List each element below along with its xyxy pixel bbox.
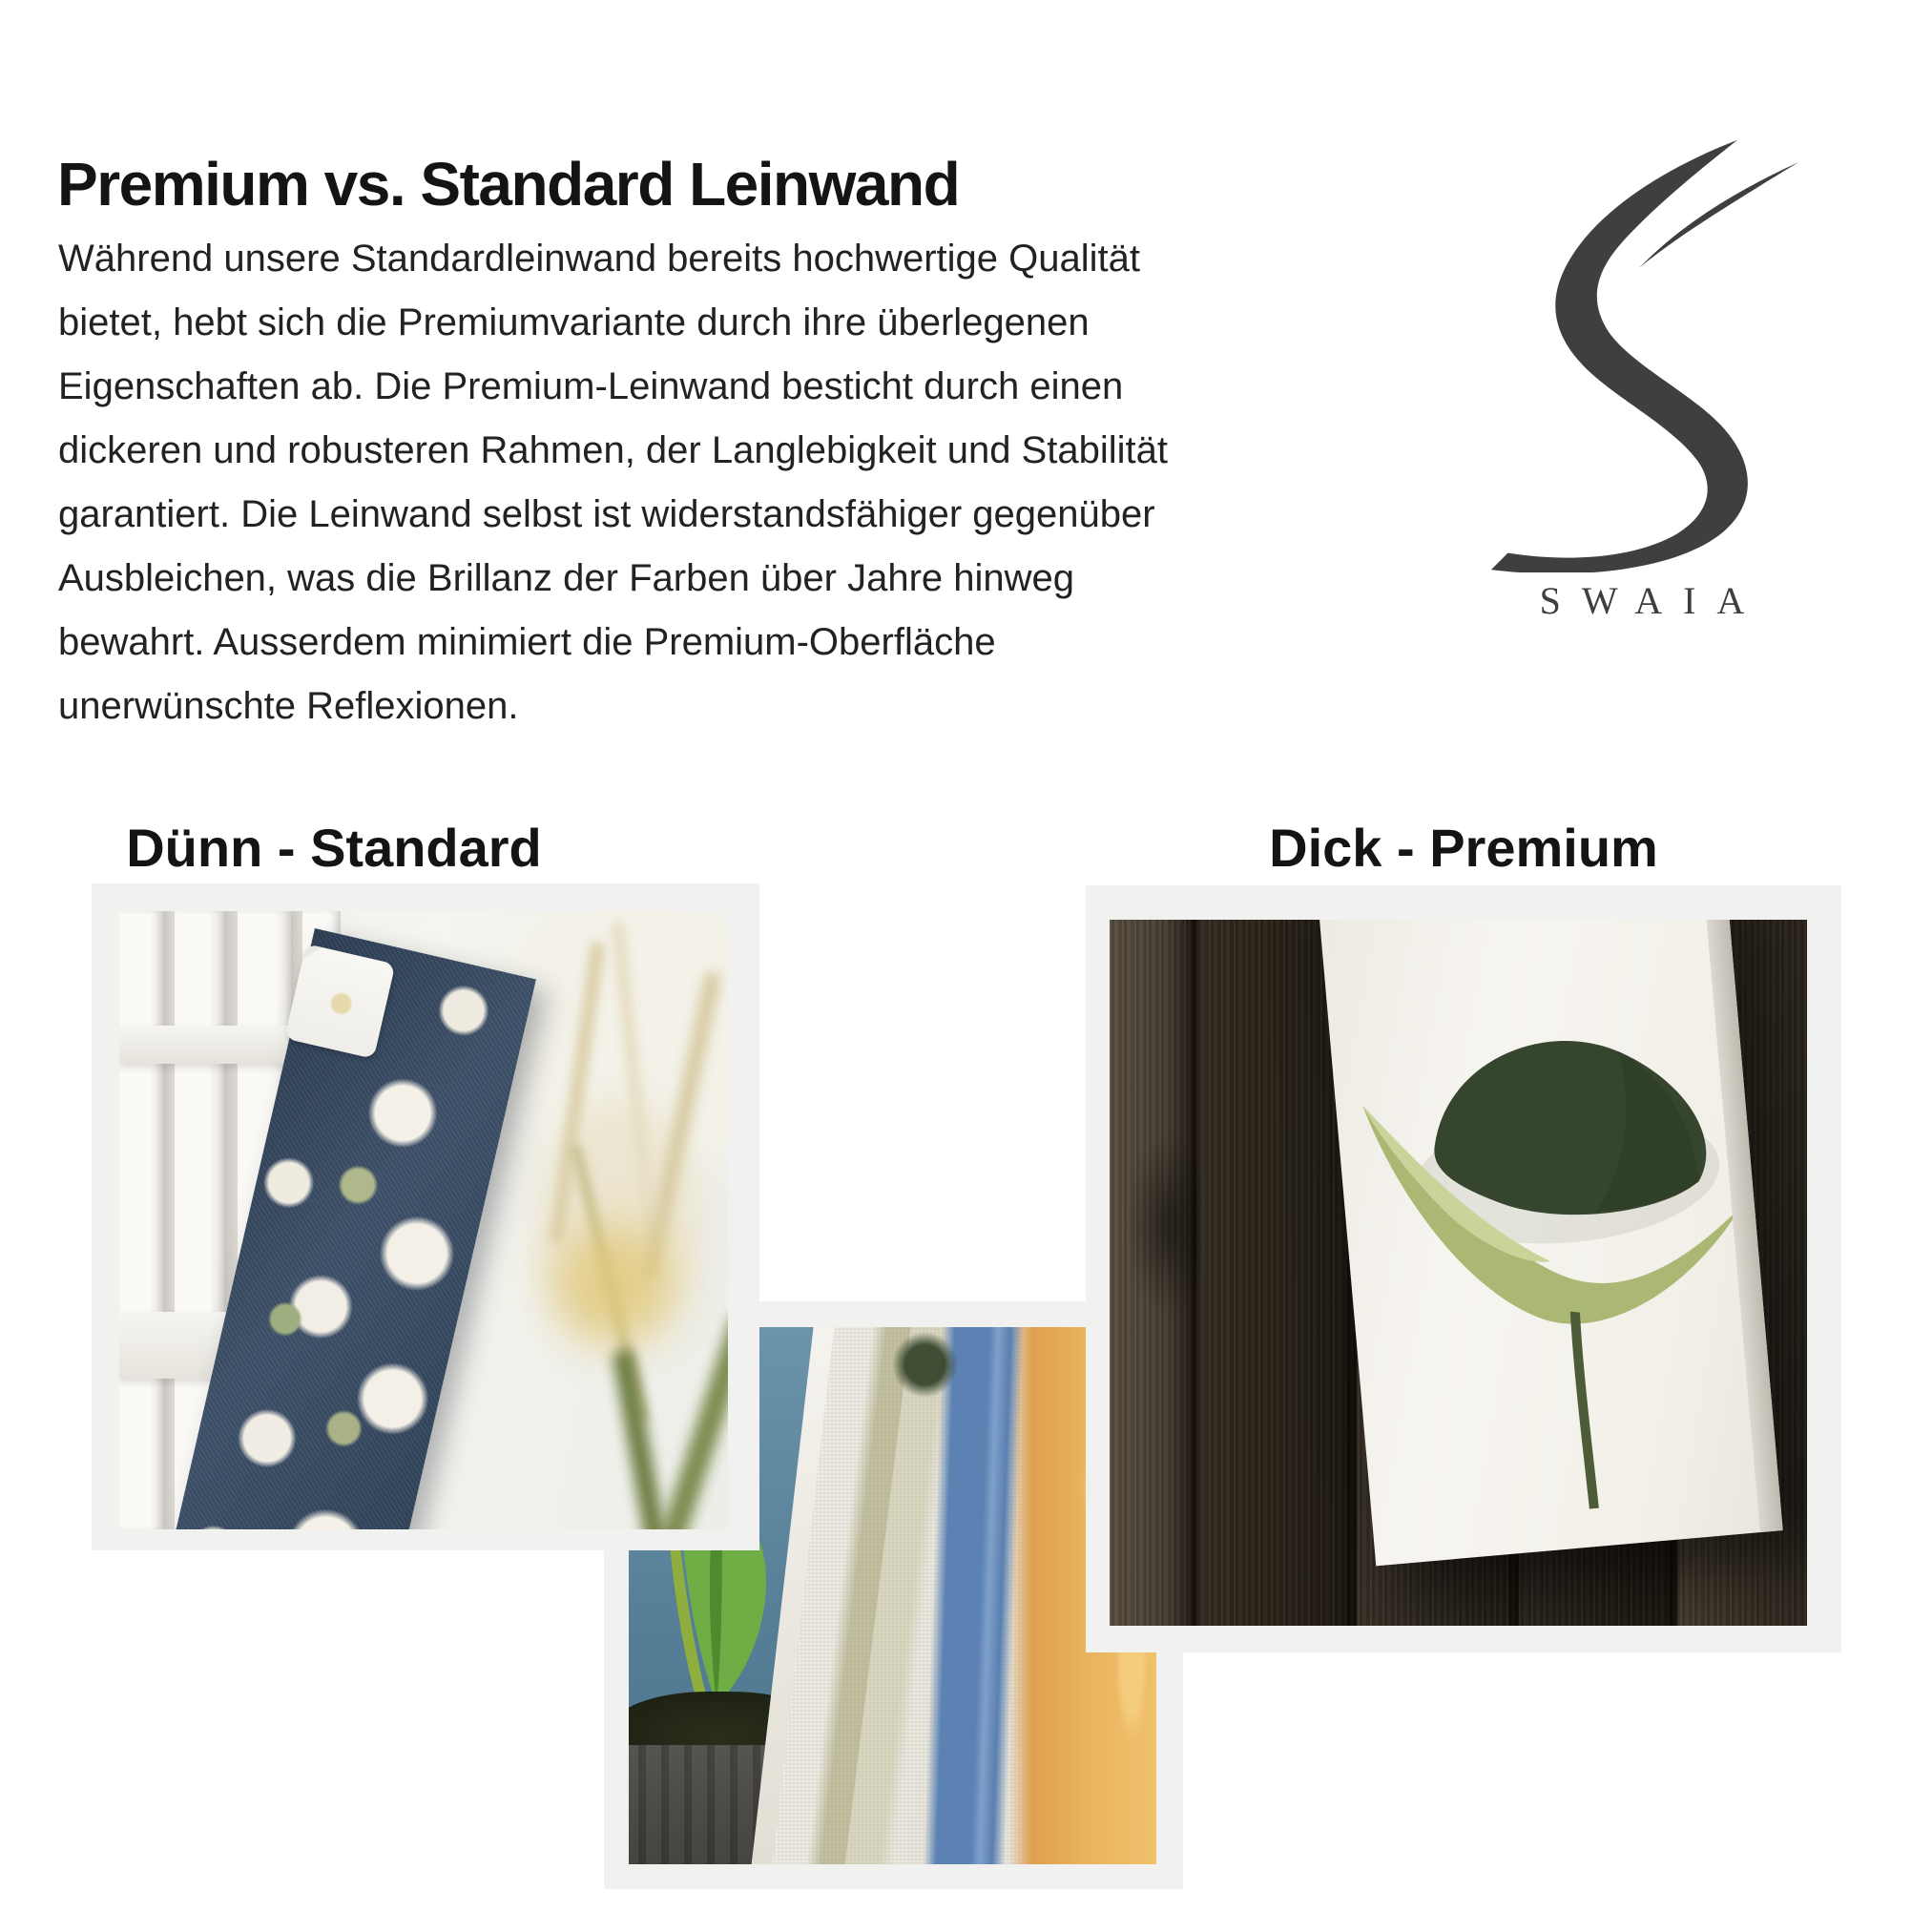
page-title: Premium vs. Standard Leinwand <box>57 149 960 218</box>
green-stem <box>612 1348 671 1529</box>
swaia-s-mark-icon <box>1485 132 1809 572</box>
heading-premium: Dick - Premium <box>1269 818 1658 878</box>
shutter-board <box>119 911 163 1529</box>
brand-wordmark: SWAIA <box>1539 579 1766 622</box>
intro-paragraph: Während unsere Standardleinwand bereits hochwertige Qualität bietet, hebt sich die Premiumvariante durch ihre überlegenen Eigenschaften ab. Die Premium-Leinwand besticht durch einen dickeren und robusteren Rahmen, der Langlebigkeit und Stabilität garantiert. Die Leinwand selbst ist widerstandsfähiger gegenüber Ausbleichen, was die Brillanz der Farben über Jahre hinweg bewahrt. Ausserdem minimiert die Premium-Oberfläche unerwünschte Reflexionen. <box>58 238 1168 727</box>
heading-standard: Dünn - Standard <box>126 818 542 878</box>
photo-standard-canvas <box>119 911 728 1529</box>
thick-canvas-leaf-print <box>1318 920 1782 1566</box>
photo-premium-canvas <box>1110 920 1807 1626</box>
leaf-print-illustration <box>1323 922 1780 1527</box>
blurred-yellow-bloom <box>556 1226 671 1340</box>
panel-premium-canvas <box>1086 885 1841 1652</box>
brand-logo <box>1485 132 1809 623</box>
panel-standard-canvas <box>92 883 759 1550</box>
green-stem <box>655 1312 728 1529</box>
shutter-gap <box>163 911 175 1529</box>
